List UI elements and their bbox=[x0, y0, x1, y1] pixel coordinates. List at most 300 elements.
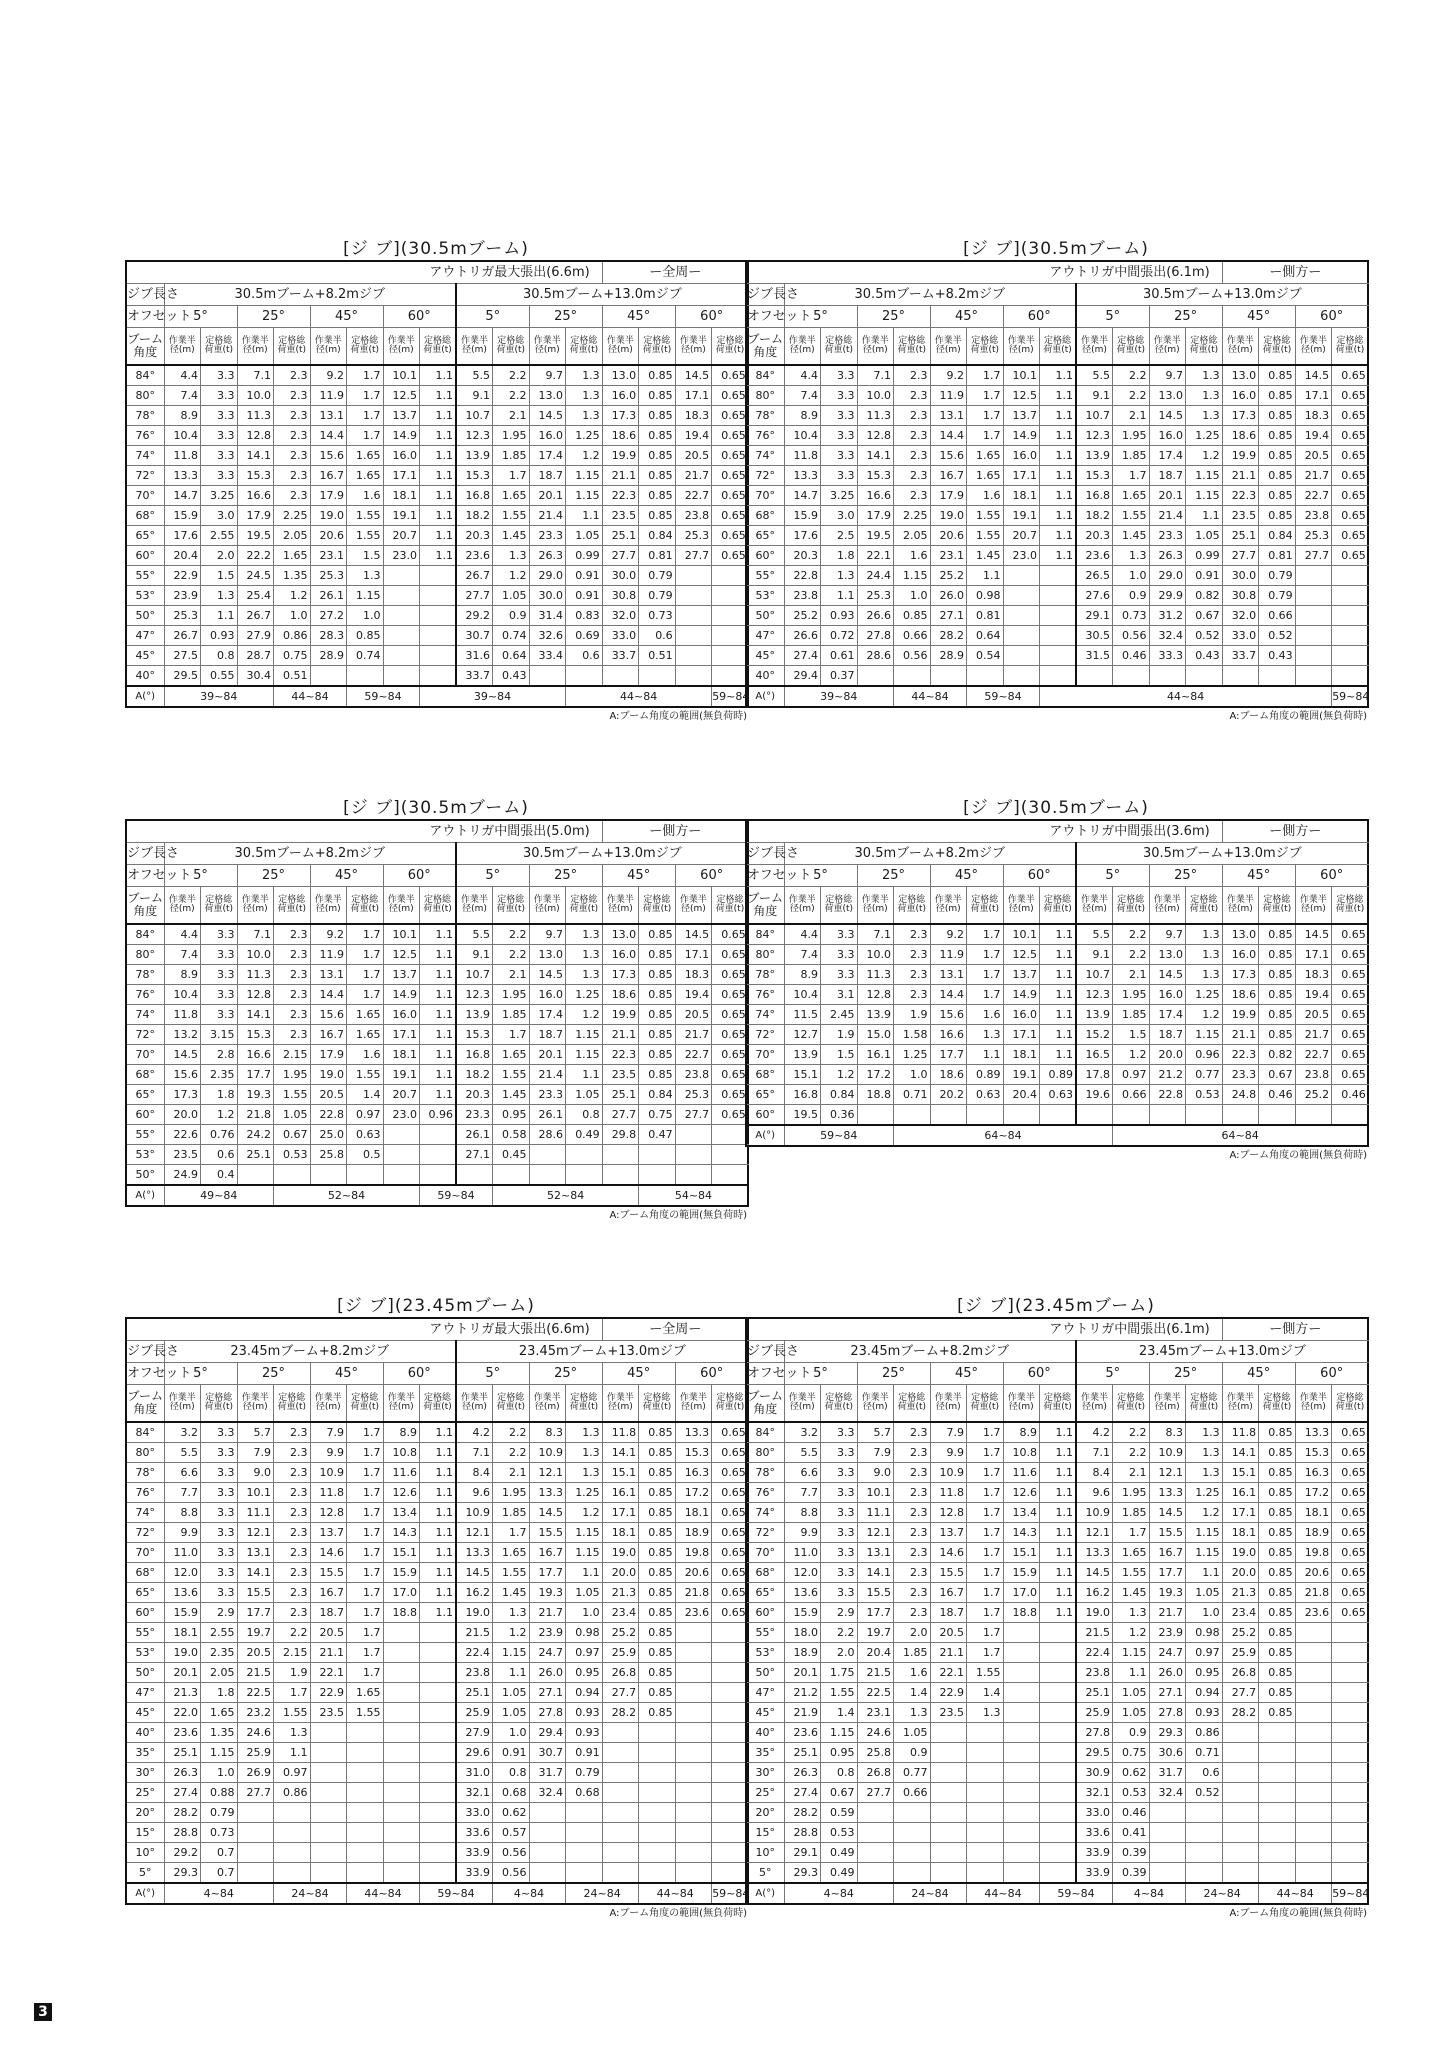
radius-cell: 33.9 bbox=[1076, 1863, 1113, 1884]
radius-cell: 33.9 bbox=[1076, 1843, 1113, 1863]
table-row bbox=[746, 466, 1368, 486]
load-cell: 1.7 bbox=[347, 406, 384, 426]
angle-range-cell: 52~84 bbox=[493, 1185, 639, 1206]
radius-cell: 19.1 bbox=[383, 1065, 420, 1085]
table-row bbox=[126, 1763, 748, 1783]
radius-cell bbox=[1295, 1743, 1332, 1763]
radius-cell: 17.6 bbox=[784, 526, 821, 546]
table-row bbox=[746, 1025, 1368, 1045]
radius-cell: 9.2 bbox=[310, 924, 347, 945]
table-row bbox=[746, 526, 1368, 546]
load-cell: 0.85 bbox=[639, 386, 676, 406]
load-cell: 1.15 bbox=[566, 1045, 603, 1065]
radius-cell: 8.8 bbox=[164, 1503, 201, 1523]
load-cell bbox=[1332, 1623, 1369, 1643]
radius-header: 作業半径(m) bbox=[383, 1385, 420, 1423]
load-cell: 0.85 bbox=[1259, 1663, 1296, 1683]
load-cell: 1.7 bbox=[347, 1563, 384, 1583]
radius-cell: 20.7 bbox=[383, 1085, 420, 1105]
radius-cell: 21.3 bbox=[602, 1583, 639, 1603]
offset-header: 5° bbox=[164, 865, 237, 887]
load-cell: 1.1 bbox=[1040, 526, 1077, 546]
boom-angle-cell: 60° bbox=[746, 546, 784, 566]
radius-cell: 20.1 bbox=[164, 1663, 201, 1683]
table-row bbox=[126, 606, 748, 626]
load-header: 定格総荷重(t) bbox=[894, 328, 931, 366]
boom-angle-cell: 47° bbox=[746, 1683, 784, 1703]
boom-angle-cell: 45° bbox=[746, 1703, 784, 1723]
radius-cell: 10.8 bbox=[1003, 1443, 1040, 1463]
load-cell: 0.85 bbox=[1259, 386, 1296, 406]
radius-cell: 32.0 bbox=[1222, 606, 1259, 626]
load-cell: 1.1 bbox=[420, 1005, 457, 1025]
load-cell bbox=[566, 1165, 603, 1186]
radius-cell bbox=[675, 646, 712, 666]
boom-angle-cell: 40° bbox=[126, 1723, 164, 1743]
load-cell: 0.94 bbox=[566, 1683, 603, 1703]
load-cell: 1.0 bbox=[1186, 1603, 1223, 1623]
load-cell: 2.35 bbox=[201, 1065, 238, 1085]
angle-range-cell: 64~84 bbox=[1113, 1125, 1369, 1146]
load-cell: 2.2 bbox=[274, 1623, 311, 1643]
radius-cell bbox=[1076, 666, 1113, 687]
load-cell: 1.7 bbox=[967, 1543, 1004, 1563]
load-cell: 2.2 bbox=[1113, 365, 1150, 386]
radius-cell: 9.1 bbox=[1076, 386, 1113, 406]
radius-cell: 12.3 bbox=[456, 985, 493, 1005]
radius-cell: 33.0 bbox=[456, 1803, 493, 1823]
load-header: 定格総荷重(t) bbox=[201, 328, 238, 366]
load-cell: 0.97 bbox=[274, 1763, 311, 1783]
radius-cell bbox=[1076, 1105, 1113, 1126]
load-cell: 0.82 bbox=[1186, 586, 1223, 606]
load-cell bbox=[1332, 666, 1369, 687]
load-cell bbox=[894, 1843, 931, 1863]
load-cell: 2.2 bbox=[1113, 386, 1150, 406]
load-cell bbox=[420, 1743, 457, 1763]
radius-cell: 7.4 bbox=[164, 945, 201, 965]
load-cell bbox=[347, 666, 384, 687]
radius-cell bbox=[1295, 1763, 1332, 1783]
angle-range-cell: 59~84 bbox=[420, 1185, 493, 1206]
radius-header: 作業半径(m) bbox=[1295, 1385, 1332, 1423]
radius-cell: 19.4 bbox=[675, 426, 712, 446]
load-cell: 0.85 bbox=[639, 1663, 676, 1683]
radius-cell: 12.0 bbox=[164, 1563, 201, 1583]
load-cell: 1.3 bbox=[1113, 1603, 1150, 1623]
radius-cell: 5.7 bbox=[857, 1422, 894, 1443]
load-cell: 1.2 bbox=[1186, 1005, 1223, 1025]
load-cell: 0.85 bbox=[1259, 1563, 1296, 1583]
load-cell: 1.95 bbox=[274, 1065, 311, 1085]
boom-angle-cell: 65° bbox=[126, 1085, 164, 1105]
load-cell: 3.3 bbox=[821, 1443, 858, 1463]
radius-cell: 21.7 bbox=[675, 1025, 712, 1045]
table-row bbox=[126, 1783, 748, 1803]
radius-cell: 26.9 bbox=[237, 1763, 274, 1783]
load-cell: 0.85 bbox=[639, 1065, 676, 1085]
load-cell bbox=[420, 1863, 457, 1884]
radius-cell: 10.4 bbox=[784, 426, 821, 446]
load-cell: 1.7 bbox=[967, 1523, 1004, 1543]
load-header: 定格総荷重(t) bbox=[712, 887, 749, 925]
radius-cell: 20.6 bbox=[1295, 1563, 1332, 1583]
load-cell: 0.55 bbox=[201, 666, 238, 687]
load-cell bbox=[1040, 1843, 1077, 1863]
load-cell: 3.3 bbox=[821, 1523, 858, 1543]
angle-range-note: A:ブーム角度の範囲(無負荷時) bbox=[1229, 711, 1367, 722]
radius-cell: 25.4 bbox=[237, 586, 274, 606]
boom-angle-cell: 60° bbox=[126, 546, 164, 566]
radius-cell bbox=[1222, 1823, 1259, 1843]
radius-cell: 9.0 bbox=[237, 1463, 274, 1483]
radius-cell: 15.5 bbox=[310, 1563, 347, 1583]
load-cell: 3.3 bbox=[201, 1463, 238, 1483]
boom-angle-cell: 5° bbox=[126, 1863, 164, 1884]
radius-cell: 13.3 bbox=[164, 466, 201, 486]
load-cell: 1.95 bbox=[1113, 1483, 1150, 1503]
load-cell bbox=[1186, 1803, 1223, 1823]
load-cell: 1.4 bbox=[894, 1683, 931, 1703]
jib-8m-header: 30.5mブーム+8.2mジブ bbox=[164, 284, 456, 306]
radius-cell: 18.6 bbox=[930, 1065, 967, 1085]
load-cell bbox=[1040, 1783, 1077, 1803]
load-header: 定格総荷重(t) bbox=[347, 328, 384, 366]
radius-cell: 14.5 bbox=[529, 1503, 566, 1523]
radius-cell: 10.9 bbox=[529, 1443, 566, 1463]
offset-header: 45° bbox=[930, 865, 1003, 887]
radius-cell: 15.3 bbox=[1076, 466, 1113, 486]
load-cell: 0.46 bbox=[1259, 1085, 1296, 1105]
radius-cell bbox=[1003, 1623, 1040, 1643]
radius-cell: 16.0 bbox=[1149, 426, 1186, 446]
load-cell: 1.1 bbox=[420, 1523, 457, 1543]
radius-cell: 16.6 bbox=[237, 486, 274, 506]
radius-cell: 25.2 bbox=[1222, 1623, 1259, 1643]
offset-header: 60° bbox=[1295, 306, 1368, 328]
table-row bbox=[746, 1045, 1368, 1065]
radius-header: 作業半径(m) bbox=[1295, 887, 1332, 925]
radius-cell: 19.0 bbox=[310, 1065, 347, 1085]
radius-cell bbox=[310, 1863, 347, 1884]
radius-cell: 7.7 bbox=[784, 1483, 821, 1503]
radius-cell bbox=[1149, 1863, 1186, 1884]
load-cell: 1.1 bbox=[420, 365, 457, 386]
radius-cell: 13.9 bbox=[456, 1005, 493, 1025]
load-cell: 1.6 bbox=[347, 486, 384, 506]
radius-cell: 31.6 bbox=[456, 646, 493, 666]
radius-cell: 20.5 bbox=[310, 1623, 347, 1643]
radius-cell: 23.8 bbox=[1076, 1663, 1113, 1683]
load-cell: 2.3 bbox=[274, 1503, 311, 1523]
radius-cell: 13.1 bbox=[310, 965, 347, 985]
load-cell: 0.85 bbox=[1259, 1543, 1296, 1563]
radius-cell bbox=[602, 1863, 639, 1884]
load-header: 定格総荷重(t) bbox=[1332, 887, 1369, 925]
boom-angle-cell: 84° bbox=[126, 365, 164, 386]
radius-cell: 31.7 bbox=[1149, 1763, 1186, 1783]
radius-cell bbox=[602, 1145, 639, 1165]
radius-cell: 19.3 bbox=[529, 1583, 566, 1603]
table-row bbox=[746, 646, 1368, 666]
load-cell: 2.15 bbox=[274, 1045, 311, 1065]
radius-cell: 17.3 bbox=[602, 406, 639, 426]
radius-cell: 12.6 bbox=[1003, 1483, 1040, 1503]
table-row bbox=[126, 1422, 748, 1443]
load-cell: 1.45 bbox=[1113, 526, 1150, 546]
load-header: 定格総荷重(t) bbox=[639, 887, 676, 925]
load-cell: 0.96 bbox=[1186, 1045, 1223, 1065]
table-row bbox=[126, 1523, 748, 1543]
load-header: 定格総荷重(t) bbox=[712, 1385, 749, 1423]
load-cell bbox=[639, 1763, 676, 1783]
load-cell: 1.1 bbox=[1040, 1463, 1077, 1483]
radius-cell: 6.6 bbox=[784, 1463, 821, 1483]
load-cell: 1.15 bbox=[1186, 1523, 1223, 1543]
load-cell: 0.85 bbox=[639, 406, 676, 426]
load-cell: 2.3 bbox=[274, 1463, 311, 1483]
radius-cell: 13.1 bbox=[930, 406, 967, 426]
table-row bbox=[746, 506, 1368, 526]
radius-cell: 17.2 bbox=[675, 1483, 712, 1503]
table-row bbox=[126, 1165, 748, 1186]
load-cell bbox=[347, 1723, 384, 1743]
load-cell: 0.71 bbox=[1186, 1743, 1223, 1763]
radius-cell: 21.2 bbox=[784, 1683, 821, 1703]
radius-cell: 28.2 bbox=[1222, 1703, 1259, 1723]
load-cell bbox=[566, 1803, 603, 1823]
table-row bbox=[746, 606, 1368, 626]
radius-cell: 23.8 bbox=[1295, 506, 1332, 526]
radius-cell: 20.0 bbox=[1222, 1563, 1259, 1583]
load-cell: 0.65 bbox=[712, 526, 749, 546]
radius-cell: 15.3 bbox=[675, 1443, 712, 1463]
load-cell: 0.8 bbox=[201, 646, 238, 666]
radius-cell: 22.8 bbox=[784, 566, 821, 586]
load-cell: 0.85 bbox=[347, 626, 384, 646]
radius-cell: 19.7 bbox=[857, 1623, 894, 1643]
load-cell: 1.85 bbox=[493, 446, 530, 466]
load-cell: 1.7 bbox=[347, 924, 384, 945]
offset-header: 25° bbox=[529, 306, 602, 328]
load-cell bbox=[420, 606, 457, 626]
radius-cell: 16.0 bbox=[602, 945, 639, 965]
radius-cell: 17.3 bbox=[1222, 965, 1259, 985]
load-cell: 0.41 bbox=[1113, 1823, 1150, 1843]
load-cell: 1.05 bbox=[1186, 526, 1223, 546]
load-cell bbox=[639, 1723, 676, 1743]
boom-angle-cell: 68° bbox=[746, 506, 784, 526]
radius-cell: 11.3 bbox=[237, 406, 274, 426]
load-cell: 0.93 bbox=[566, 1723, 603, 1743]
offset-header: 5° bbox=[1076, 1363, 1149, 1385]
load-cell: 1.1 bbox=[1040, 1443, 1077, 1463]
radius-header: 作業半径(m) bbox=[310, 1385, 347, 1423]
radius-cell: 4.4 bbox=[784, 365, 821, 386]
boom-angle-label: ブーム角度 bbox=[126, 328, 164, 366]
load-cell: 0.85 bbox=[639, 446, 676, 466]
load-cell bbox=[712, 646, 749, 666]
load-cell bbox=[420, 626, 457, 646]
angle-range-label: A(°) bbox=[746, 1883, 784, 1904]
load-cell: 0.66 bbox=[894, 1783, 931, 1803]
radius-header: 作業半径(m) bbox=[930, 328, 967, 366]
radius-cell: 20.5 bbox=[310, 1085, 347, 1105]
load-cell: 0.67 bbox=[821, 1783, 858, 1803]
load-cell bbox=[1259, 1743, 1296, 1763]
radius-cell bbox=[1222, 1863, 1259, 1884]
radius-cell: 15.5 bbox=[1149, 1523, 1186, 1543]
radius-cell: 21.8 bbox=[675, 1583, 712, 1603]
radius-cell: 11.3 bbox=[857, 965, 894, 985]
load-header: 定格総荷重(t) bbox=[1332, 1385, 1369, 1423]
load-cell: 1.1 bbox=[420, 1025, 457, 1045]
load-cell: 1.7 bbox=[967, 406, 1004, 426]
radius-cell: 20.5 bbox=[1295, 1005, 1332, 1025]
radius-cell: 14.4 bbox=[310, 985, 347, 1005]
radius-header: 作業半径(m) bbox=[1076, 1385, 1113, 1423]
load-cell: 2.2 bbox=[1113, 1422, 1150, 1443]
radius-cell: 27.8 bbox=[857, 626, 894, 646]
radius-cell: 13.3 bbox=[1076, 1543, 1113, 1563]
load-cell bbox=[420, 1643, 457, 1663]
load-cell: 0.79 bbox=[566, 1763, 603, 1783]
offset-header: 25° bbox=[237, 1363, 310, 1385]
radius-cell: 28.6 bbox=[857, 646, 894, 666]
radius-cell: 12.8 bbox=[857, 426, 894, 446]
load-cell: 2.3 bbox=[894, 1543, 931, 1563]
radius-cell: 14.5 bbox=[456, 1563, 493, 1583]
load-cell: 0.49 bbox=[821, 1843, 858, 1863]
table-row bbox=[746, 1483, 1368, 1503]
load-cell: 0.65 bbox=[712, 1563, 749, 1583]
radius-cell: 10.1 bbox=[383, 365, 420, 386]
load-cell: 3.3 bbox=[201, 1583, 238, 1603]
load-header: 定格総荷重(t) bbox=[894, 1385, 931, 1423]
load-cell: 0.74 bbox=[347, 646, 384, 666]
radius-cell bbox=[529, 1803, 566, 1823]
radius-cell: 15.6 bbox=[164, 1065, 201, 1085]
load-cell: 0.54 bbox=[967, 646, 1004, 666]
angle-range-cell: 44~84 bbox=[1259, 1883, 1332, 1904]
load-cell bbox=[712, 1623, 749, 1643]
load-cell: 1.2 bbox=[493, 566, 530, 586]
table-row bbox=[126, 1723, 748, 1743]
load-cell bbox=[420, 1145, 457, 1165]
radius-cell: 12.8 bbox=[237, 426, 274, 446]
load-cell: 2.3 bbox=[894, 1463, 931, 1483]
angle-range-cell: 59~84 bbox=[967, 686, 1040, 707]
load-cell: 2.3 bbox=[274, 1563, 311, 1583]
load-cell: 1.1 bbox=[1040, 965, 1077, 985]
load-cell: 1.1 bbox=[1040, 486, 1077, 506]
load-cell bbox=[1332, 1803, 1369, 1823]
load-cell: 3.3 bbox=[201, 466, 238, 486]
load-cell: 0.91 bbox=[566, 586, 603, 606]
load-cell: 2.05 bbox=[894, 526, 931, 546]
load-cell: 0.56 bbox=[493, 1863, 530, 1884]
load-cell: 1.7 bbox=[967, 1623, 1004, 1643]
radius-cell: 27.7 bbox=[1222, 546, 1259, 566]
load-cell: 0.65 bbox=[712, 1025, 749, 1045]
angle-range-cell: 24~84 bbox=[274, 1883, 347, 1904]
radius-cell: 6.6 bbox=[164, 1463, 201, 1483]
radius-cell: 20.3 bbox=[456, 526, 493, 546]
radius-cell: 21.5 bbox=[857, 1663, 894, 1683]
radius-cell: 25.1 bbox=[784, 1743, 821, 1763]
load-cell: 1.55 bbox=[967, 506, 1004, 526]
outrigger-setting: アウトリガ中間張出(5.0m) bbox=[126, 820, 602, 843]
load-cell bbox=[1113, 666, 1150, 687]
load-cell: 1.2 bbox=[1186, 1503, 1223, 1523]
radius-cell: 27.1 bbox=[930, 606, 967, 626]
load-cell bbox=[894, 1803, 931, 1823]
radius-cell: 16.1 bbox=[1222, 1483, 1259, 1503]
load-cell: 0.67 bbox=[1259, 1065, 1296, 1085]
load-cell: 0.43 bbox=[493, 666, 530, 687]
load-cell: 2.3 bbox=[894, 426, 931, 446]
radius-cell bbox=[930, 1823, 967, 1843]
boom-angle-cell: 84° bbox=[746, 1422, 784, 1443]
operating-range: ー全周ー bbox=[602, 1318, 748, 1341]
table-row bbox=[126, 1483, 748, 1503]
load-cell: 1.4 bbox=[821, 1703, 858, 1723]
radius-cell bbox=[1003, 1843, 1040, 1863]
load-cell bbox=[1259, 666, 1296, 687]
radius-cell: 23.6 bbox=[164, 1723, 201, 1743]
load-cell: 1.1 bbox=[420, 446, 457, 466]
table-title: [ジ ブ](30.5mブーム) bbox=[963, 798, 1149, 818]
load-cell: 1.1 bbox=[1040, 446, 1077, 466]
load-cell: 0.9 bbox=[894, 1743, 931, 1763]
load-header: 定格総荷重(t) bbox=[493, 328, 530, 366]
radius-cell bbox=[310, 1823, 347, 1843]
radius-cell bbox=[930, 1723, 967, 1743]
load-cell: 0.95 bbox=[1186, 1663, 1223, 1683]
load-cell bbox=[1040, 1743, 1077, 1763]
radius-cell: 13.7 bbox=[310, 1523, 347, 1543]
load-cell: 1.7 bbox=[967, 1643, 1004, 1663]
load-cell bbox=[967, 1843, 1004, 1863]
load-cell bbox=[1040, 1643, 1077, 1663]
load-cell: 1.1 bbox=[967, 566, 1004, 586]
radius-cell: 25.2 bbox=[602, 1623, 639, 1643]
radius-cell: 22.1 bbox=[310, 1663, 347, 1683]
load-cell: 2.1 bbox=[493, 406, 530, 426]
load-cell: 2.3 bbox=[274, 446, 311, 466]
load-header: 定格総荷重(t) bbox=[1259, 1385, 1296, 1423]
radius-cell: 18.3 bbox=[675, 965, 712, 985]
table-row bbox=[126, 506, 748, 526]
load-header: 定格総荷重(t) bbox=[894, 887, 931, 925]
radius-cell: 4.4 bbox=[784, 924, 821, 945]
radius-cell: 27.8 bbox=[529, 1703, 566, 1723]
radius-cell: 17.1 bbox=[1222, 1503, 1259, 1523]
load-cell: 2.3 bbox=[274, 1603, 311, 1623]
radius-cell: 13.0 bbox=[1149, 945, 1186, 965]
load-cell: 0.85 bbox=[639, 1583, 676, 1603]
radius-cell: 14.1 bbox=[1222, 1443, 1259, 1463]
load-cell: 0.85 bbox=[639, 1045, 676, 1065]
radius-cell: 25.8 bbox=[310, 1145, 347, 1165]
radius-cell bbox=[310, 1743, 347, 1763]
load-cell: 1.65 bbox=[347, 466, 384, 486]
radius-cell bbox=[383, 1743, 420, 1763]
radius-cell bbox=[529, 1165, 566, 1186]
load-cell: 0.65 bbox=[1332, 1563, 1369, 1583]
load-chart-table bbox=[745, 260, 1369, 708]
load-cell: 1.1 bbox=[1040, 1523, 1077, 1543]
